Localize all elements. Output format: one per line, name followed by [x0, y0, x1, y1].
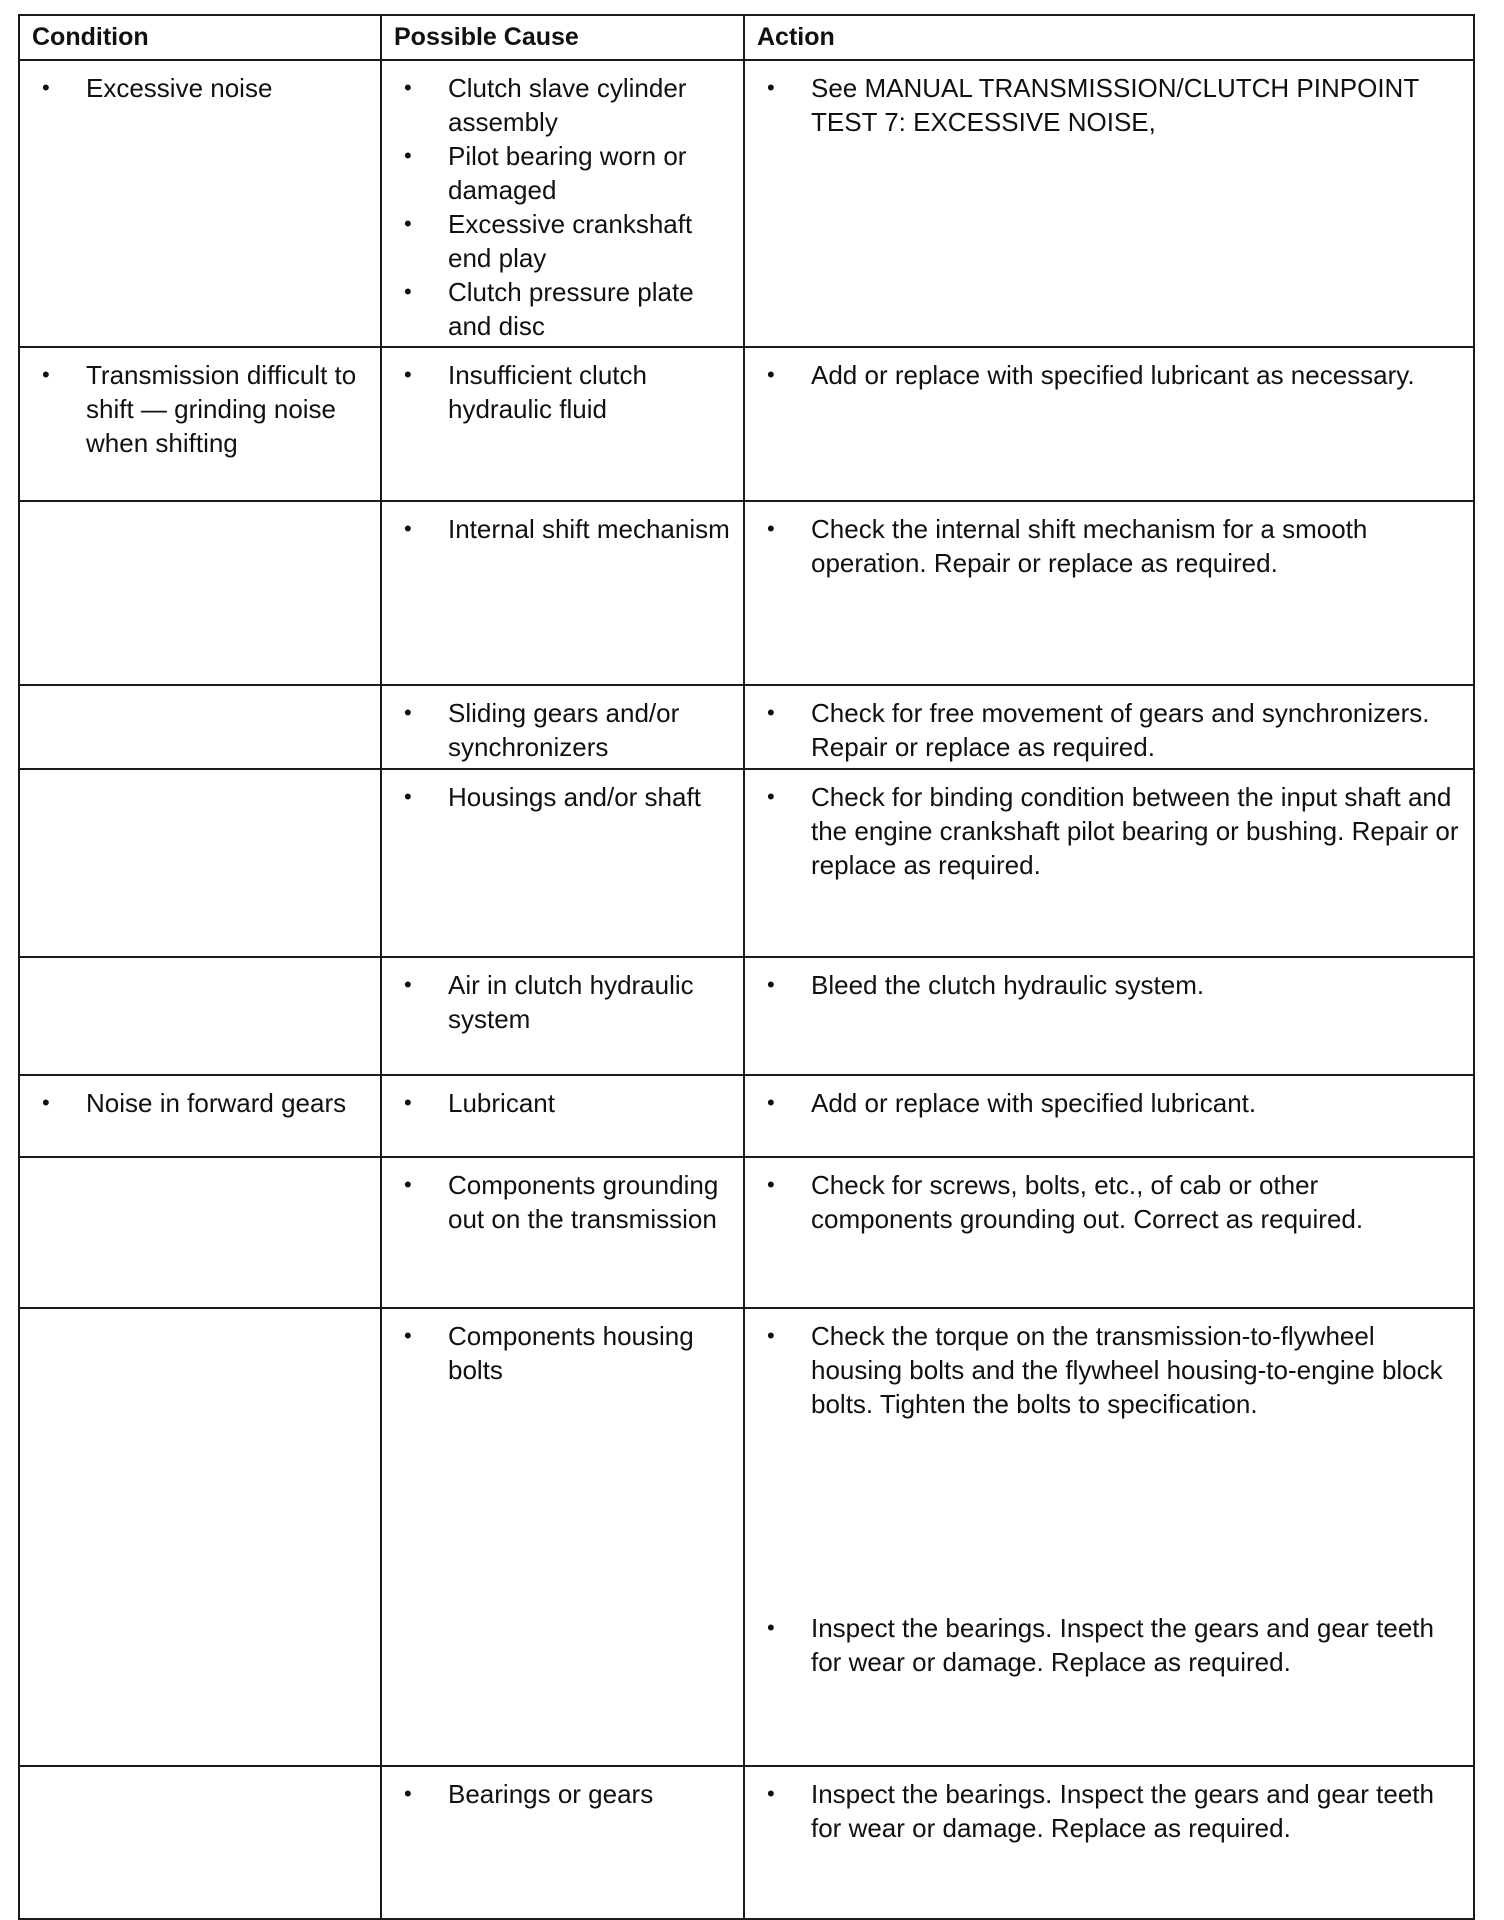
condition-item: • Noise in forward gears — [20, 1086, 372, 1120]
cause-item: • Lubricant — [382, 1086, 735, 1120]
cause-item: • Bearings or gears — [382, 1777, 735, 1811]
table-row — [19, 1766, 1474, 1919]
action-cell — [744, 769, 1474, 957]
action-cell — [744, 1157, 1474, 1308]
condition-item: • Transmission difficult to shift — grinding noise when shifting — [20, 358, 372, 460]
table-row — [19, 60, 1474, 347]
action-cell — [744, 957, 1474, 1075]
table-row — [19, 1075, 1474, 1157]
action-item: • See MANUAL TRANSMISSION/CLUTCH PINPOINT TEST 7: EXCESSIVE NOISE, — [745, 71, 1465, 139]
cause-item: • Clutch pressure plate and disc — [382, 275, 735, 343]
action-item: • Add or replace with specified lubricant. — [745, 1086, 1465, 1120]
cause-item: • Housings and/or shaft — [382, 780, 735, 814]
action-cell — [744, 1308, 1474, 1766]
condition-cell — [19, 1157, 381, 1308]
diagnosis-table — [18, 14, 1475, 1920]
cause-cell — [381, 1075, 744, 1157]
action-cell — [744, 1075, 1474, 1157]
condition-item: • Excessive noise — [20, 71, 372, 105]
condition-cell — [19, 501, 381, 685]
table-row — [19, 957, 1474, 1075]
action-cell — [744, 60, 1474, 347]
action-cell — [744, 347, 1474, 501]
action-item: • Add or replace with specified lubricant as necessary. — [745, 358, 1465, 392]
table-header-row — [19, 15, 1474, 60]
action-item: • Check the internal shift mechanism for a smooth operation. Repair or replace as required. — [745, 512, 1465, 580]
action-cell — [744, 685, 1474, 769]
cause-cell — [381, 957, 744, 1075]
table-row — [19, 1308, 1474, 1766]
cause-item: • Clutch slave cylinder assembly — [382, 71, 735, 139]
action-item: • Check for screws, bolts, etc., of cab or other components grounding out. Correct as required. — [745, 1168, 1465, 1236]
action-item: • Check for free movement of gears and synchronizers. Repair or replace as required. — [745, 696, 1465, 764]
cause-cell — [381, 347, 744, 501]
condition-cell — [19, 1075, 381, 1157]
header-condition: Condition — [19, 15, 381, 60]
table-row — [19, 501, 1474, 685]
condition-cell — [19, 957, 381, 1075]
action-cell — [744, 1766, 1474, 1919]
cause-cell — [381, 769, 744, 957]
cause-cell — [381, 501, 744, 685]
condition-cell — [19, 1766, 381, 1919]
action-item: • Check for binding condition between the input shaft and the engine crankshaft pilot bearing or bushing. Repair or replace as required. — [745, 780, 1465, 882]
table-row — [19, 1157, 1474, 1308]
table-row — [19, 347, 1474, 501]
action-item: • Check the torque on the transmission-to-flywheel housing bolts and the flywheel housing-to-engine block bolts. Tighten the bolts to specification. — [745, 1319, 1465, 1421]
cause-item: • Excessive crankshaft end play — [382, 207, 735, 275]
condition-cell — [19, 769, 381, 957]
table-row — [19, 769, 1474, 957]
cause-cell — [381, 685, 744, 769]
header-possible-cause: Possible Cause — [381, 15, 744, 60]
condition-cell — [19, 347, 381, 501]
cause-item: • Components grounding out on the transmission — [382, 1168, 735, 1236]
cause-item: • Internal shift mechanism — [382, 512, 735, 546]
cause-cell — [381, 60, 744, 347]
cause-item: • Air in clutch hydraulic system — [382, 968, 735, 1036]
condition-cell — [19, 60, 381, 347]
action-item: • Inspect the bearings. Inspect the gears and gear teeth for wear or damage. Replace as required. — [745, 1777, 1465, 1845]
condition-cell — [19, 685, 381, 769]
cause-cell — [381, 1766, 744, 1919]
cause-item: • Pilot bearing worn or damaged — [382, 139, 735, 207]
cause-item: • Components housing bolts — [382, 1319, 735, 1387]
header-action: Action — [744, 15, 1474, 60]
cause-cell — [381, 1308, 744, 1766]
action-item: • Bleed the clutch hydraulic system. — [745, 968, 1465, 1002]
cause-item: • Insufficient clutch hydraulic fluid — [382, 358, 735, 426]
action-cell — [744, 501, 1474, 685]
condition-cell — [19, 1308, 381, 1766]
cause-item: • Sliding gears and/or synchronizers — [382, 696, 735, 764]
action-item: • Inspect the bearings. Inspect the gears and gear teeth for wear or damage. Replace as required. — [745, 1611, 1465, 1679]
cause-cell — [381, 1157, 744, 1308]
table-row — [19, 685, 1474, 769]
